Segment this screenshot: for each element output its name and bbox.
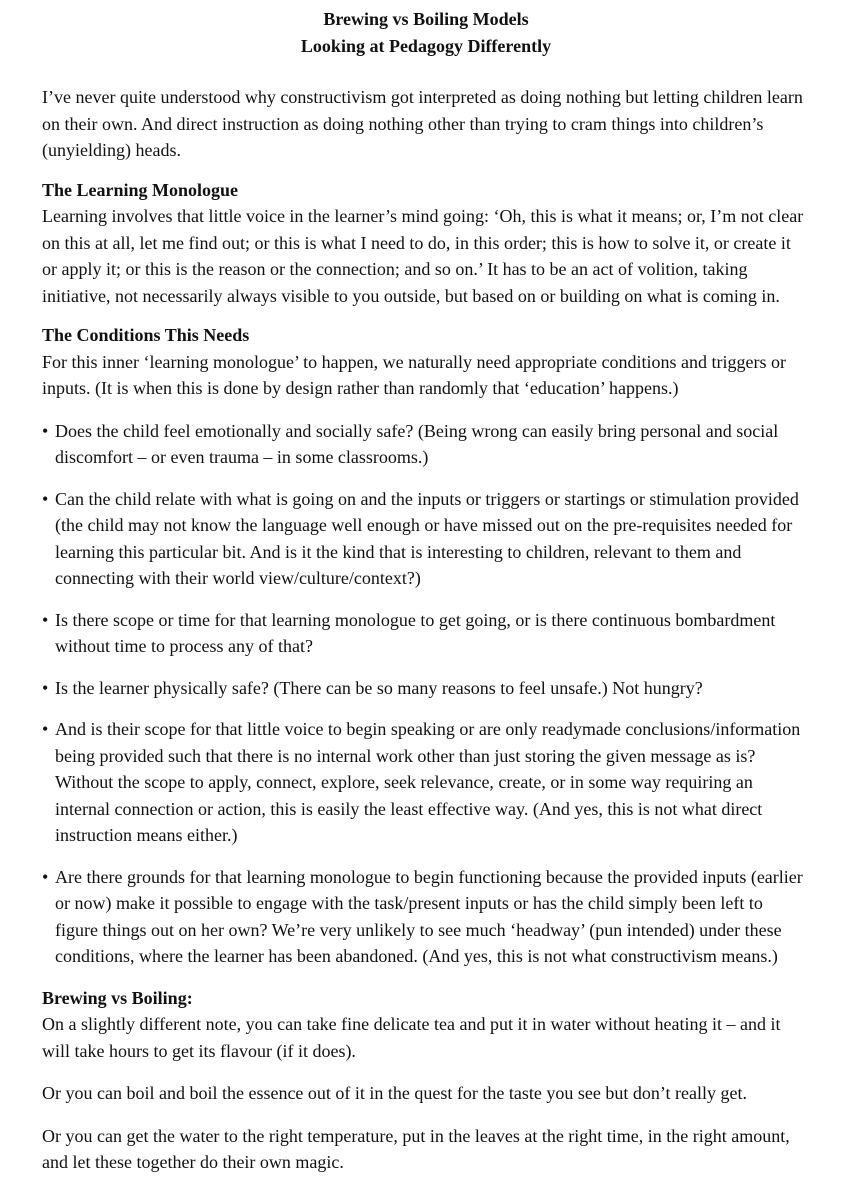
list-item-text: Is there scope or time for that learning monologue to get going, or is there continuous bombardment without time to process any of that? [55, 609, 776, 656]
list-item [42, 716, 810, 849]
list-item [42, 864, 810, 970]
title-line-2: Looking at Pedagogy Differently [300, 36, 552, 56]
section-heading: Brewing vs Boiling: [42, 987, 193, 1008]
section-conditions [42, 322, 810, 970]
list-item [42, 418, 810, 471]
title-line-1: Brewing vs Boiling Models [323, 9, 529, 29]
bullet-icon: • [42, 420, 49, 441]
section-heading: The Conditions This Needs [42, 325, 250, 345]
list-item [42, 675, 810, 702]
list-item-text: Does the child feel emotionally and socially safe? (Being wrong can easily bring personal and social discomfort – or even trauma – in some classrooms.) [55, 420, 779, 467]
intro-paragraph: I’ve never quite understood why constructivism got interpreted as doing nothing but letting children learn on their own. And direct instruction as doing nothing other than trying to cram things into children’s (unyielding) heads. [42, 87, 803, 160]
list-item-text: Are there grounds for that learning monologue to begin functioning because the provided inputs (earlier or now) make it possible to engage with the task/present inputs or has the child simply been left to figure things out on her own? We’re very unlikely to see much ‘headway’ (pun intended) under these conditions, where the learner has been abandoned. (And yes, this is not what constructivism means.) [55, 866, 803, 966]
list-item-text: And is their scope for that little voice to begin speaking or are only readymade conclusions/information being provided such that there is no internal work other than just storing the given message as is? Without the scope to apply, connect, explore, seek relevance, create, or in some way requiring an internal connection or action, this is easily the least effective way. (And yes, this is not what direct instruction means either.) [55, 719, 801, 845]
section-brewing-vs-boiling [42, 985, 810, 1176]
section-heading: The Learning Monologue [42, 179, 239, 200]
section-paragraph: Or you can boil and boil the essence out of it in the quest for the taste you see but don’t really get. [42, 1083, 747, 1103]
bullet-icon: • [42, 866, 49, 887]
bullet-icon: • [42, 609, 49, 630]
bullet-icon: • [42, 488, 49, 509]
bullet-icon: • [42, 719, 49, 739]
list-item-text: Can the child relate with what is going on and the inputs or triggers or startings or stimulation provided (the child may not know the language well enough or have missed out on the pre-requisites needed for learning this particular bit. And is it the kind that is interesting to children, relevant to them and connecting with their world view/culture/context?) [55, 488, 799, 588]
list-item [42, 607, 810, 660]
list-item-text: Is the learner physically safe? (There can be so many reasons to feel unsafe.) Not hungry? [55, 677, 703, 698]
section-paragraph: On a slightly different note, you can take fine delicate tea and put it in water without heating it – and it will take hours to get its flavour (if it does). [42, 1014, 781, 1061]
list-item [42, 486, 810, 592]
section-learning-monologue [42, 177, 810, 310]
document-title [42, 6, 810, 60]
section-body: Learning involves that little voice in the learner’s mind going: ‘Oh, this is what it means; or, I’m not clear on this at all, let me find out; or this is what I need to do, in this order; this is how to solve it, or create it or apply it; or this is the reason or the connection; and so on.’ It has to be an act of volition, taking initiative, not necessarily always visible to you outside, but based on or building on what is coming in. [42, 206, 804, 306]
section-body: For this inner ‘learning monologue’ to happen, we naturally need appropriate conditions and triggers or inputs. (It is when this is done by design rather than randomly that ‘education’ happens.) [42, 351, 786, 398]
bullet-icon: • [42, 677, 49, 698]
conditions-list [42, 418, 810, 970]
section-paragraph: Or you can get the water to the right temperature, put in the leaves at the right time, in the right amount, and let these together do their own magic. [42, 1125, 790, 1172]
